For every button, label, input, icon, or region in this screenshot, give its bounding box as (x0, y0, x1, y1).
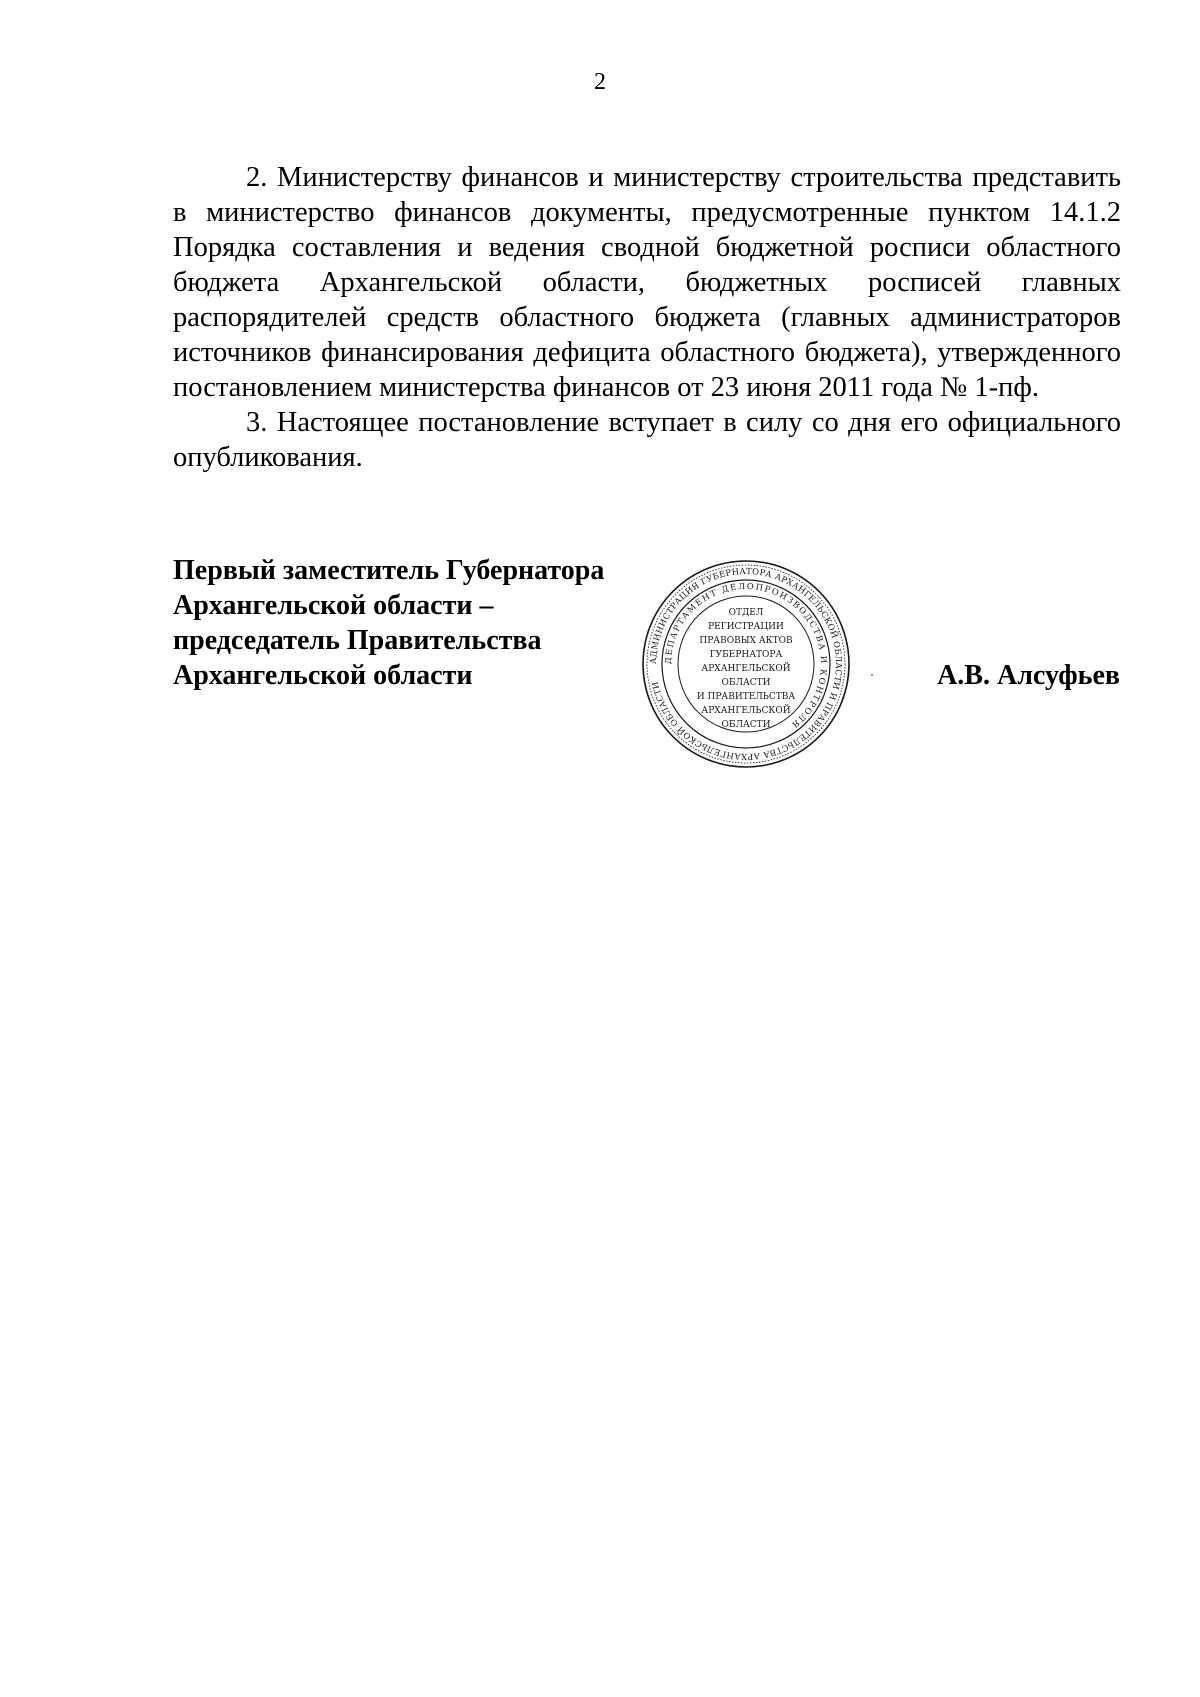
seal-center-line: И ПРАВИТЕЛЬСТВА (696, 692, 796, 702)
seal-center-line: РЕГИСТРАЦИИ (708, 622, 784, 632)
official-seal (640, 558, 852, 770)
paragraph-3: 3. Настоящее постановление вступает в силу со дня его официального опубликования. (173, 407, 1121, 473)
position-line: Архангельской области (173, 660, 473, 691)
seal-center-line: ОБЛАСТИ (721, 678, 771, 688)
signatory-name: А.В. Алсуфьев (937, 660, 1120, 691)
seal-center-line: ГУБЕРНАТОРА (709, 650, 783, 660)
seal-center-line: ОБЛАСТИ (721, 720, 771, 730)
paragraph-2: 2. Министерству финансов и министерству строительства представить в министерство финансов документы, предусмотренные пунктом 14.1.2 Порядка составления и ведения сводной бюджетной росписи областного бюджета Архангельской области, бюджетных росписей главных распорядителей средств областного бюджета (главных администраторов источников финансирования дефицита областного бюджета), утвержденного постановлением министерства финансов от 23 июня 2011 года № 1-пф. (173, 162, 1121, 403)
document-body (173, 160, 1121, 475)
seal-inner-ring-text: ДЕПАРТАМЕНТ ДЕЛОПРОИЗВОДСТВА И КОНТРОЛЯ (662, 580, 830, 731)
seal-center-line: АРХАНГЕЛЬСКОЙ (701, 664, 791, 674)
scan-speck (871, 674, 873, 676)
position-line: Архангельской области – (173, 590, 494, 621)
seal-center-line: ОТДЕЛ (728, 608, 764, 618)
signatory-position (173, 553, 633, 693)
position-line: председатель Правительства (173, 625, 542, 656)
seal-center-line: ПРАВОВЫХ АКТОВ (699, 636, 793, 646)
seal-outer-ring-text: АДМИНИСТРАЦИЯ ГУБЕРНАТОРА АРХАНГЕЛЬСКОЙ ОБЛАСТИ И ПРАВИТЕЛЬСТВА АРХАНГЕЛЬСКОЙ ОБЛАСТИ (647, 565, 845, 763)
position-line: Первый заместитель Губернатора (173, 555, 605, 586)
seal-center-line: АРХАНГЕЛЬСКОЙ (701, 706, 791, 716)
page-number: 2 (594, 69, 606, 95)
